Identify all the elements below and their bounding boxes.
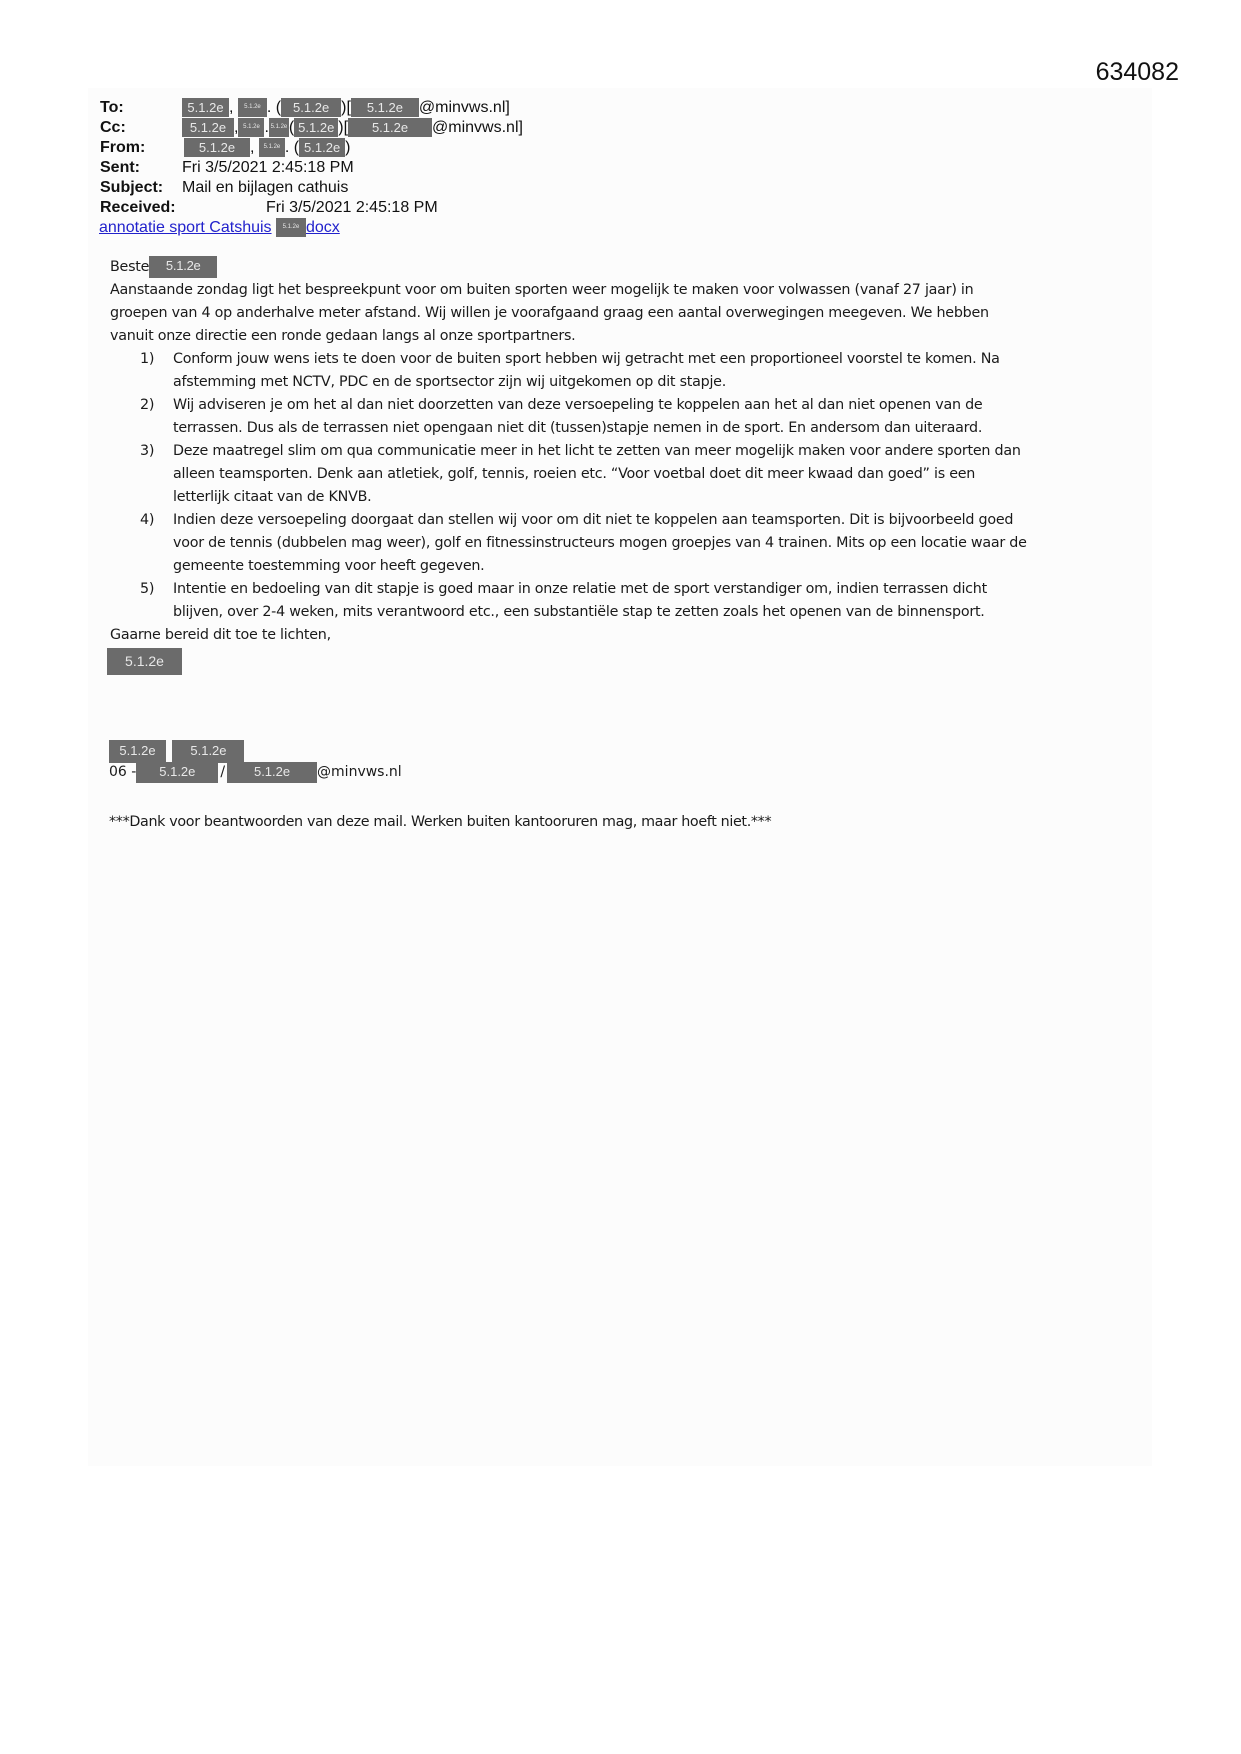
list-item bbox=[140, 440, 1130, 509]
list-line: Intentie en bedoeling van dit stapje is goed maar in onze relatie met de sport verstandiger om, indien terrassen dicht bbox=[173, 581, 987, 597]
redaction: 5.1.2e bbox=[182, 98, 229, 117]
redaction: 5.1.2e bbox=[269, 118, 289, 137]
redaction: 5.1.2e bbox=[109, 740, 166, 763]
sent-value: Fri 3/5/2021 2:45:18 PM bbox=[182, 159, 354, 176]
separator: ( bbox=[288, 119, 295, 136]
redaction: 5.1.2e bbox=[294, 118, 338, 137]
to-row bbox=[100, 98, 182, 118]
redaction: 5.1.2e bbox=[182, 118, 234, 137]
redaction: 5.1.2e bbox=[299, 138, 345, 157]
received-row bbox=[100, 198, 176, 218]
intro-line: groepen van 4 op anderhalve meter afstand. Wij willen je voorafgaand graag een aantal overwegingen meegeven. We hebben bbox=[110, 305, 989, 321]
list-line: afstemming met NCTV, PDC en de sportsector zijn wij uitgekomen op dit stapje. bbox=[173, 374, 727, 390]
sender-name-redacted bbox=[107, 648, 182, 675]
cc-domain: @minvws.nl] bbox=[432, 119, 523, 136]
received-value: Fri 3/5/2021 2:45:18 PM bbox=[266, 199, 438, 216]
list-item bbox=[140, 578, 1130, 624]
closing: Gaarne bereid dit toe te lichten, bbox=[110, 627, 331, 643]
list-number: 4) bbox=[140, 512, 155, 528]
intro-paragraph bbox=[110, 279, 1140, 348]
signature-contact bbox=[109, 762, 402, 783]
redaction: 5.1.2e bbox=[351, 98, 419, 117]
greeting bbox=[110, 256, 1140, 279]
list-item bbox=[140, 394, 1130, 440]
list-line: Indien deze versoepeling doorgaat dan stellen wij voor om dit niet te koppelen aan teamsporten. Dit is bijvoorbeeld goed bbox=[173, 512, 1014, 528]
signature-name bbox=[109, 740, 244, 763]
list-line: Deze maatregel slim om qua communicatie meer in het licht te zetten van meer mogelijk maken voor andere sporten dan bbox=[173, 443, 1021, 459]
separator: / bbox=[220, 764, 226, 780]
intro-line: Aanstaande zondag ligt het bespreekpunt voor om buiten sporten weer mogelijk te maken voor volwassen (vanaf 27 jaar) in bbox=[110, 282, 974, 298]
intro-line: vanuit onze directie een ronde gedaan langs al onze sportpartners. bbox=[110, 328, 576, 344]
sent-label: Sent: bbox=[100, 159, 140, 176]
list-line: Wij adviseren je om het al dan niet doorzetten van deze versoepeling te koppelen aan het al dan niet openen van de bbox=[173, 397, 983, 413]
separator: . ( bbox=[284, 139, 300, 156]
to-label: To: bbox=[100, 99, 124, 116]
subject-value: Mail en bijlagen cathuis bbox=[182, 179, 349, 196]
greeting-text: Beste bbox=[110, 259, 150, 275]
attachment-extension[interactable]: docx bbox=[306, 219, 340, 236]
list-number: 1) bbox=[140, 351, 155, 367]
attachment-link[interactable] bbox=[99, 218, 340, 238]
list-item bbox=[140, 348, 1130, 394]
cc-row bbox=[100, 118, 126, 138]
document-number: 634082 bbox=[1095, 58, 1179, 86]
from-label: From: bbox=[100, 139, 146, 156]
redaction: 5.1.2e bbox=[238, 98, 267, 117]
subject-label: Subject: bbox=[100, 179, 164, 196]
list-line: gemeente toestemming voor heeft gegeven. bbox=[173, 558, 485, 574]
redaction: 5.1.2e bbox=[172, 740, 244, 763]
redaction: 5.1.2e bbox=[227, 762, 317, 783]
separator: )[ bbox=[338, 119, 349, 136]
redaction: 5.1.2e bbox=[184, 138, 250, 157]
email-domain[interactable]: @minvws.nl bbox=[317, 764, 402, 780]
received-label: Received: bbox=[100, 199, 176, 216]
separator: , bbox=[229, 99, 234, 116]
redaction: 5.1.2e bbox=[281, 98, 341, 117]
redaction: 5.1.2e bbox=[348, 118, 432, 137]
list-number: 2) bbox=[140, 397, 155, 413]
redaction: 5.1.2e bbox=[149, 256, 217, 278]
footer-note: ***Dank voor beantwoorden van deze mail. Werken buiten kantooruren mag, maar hoeft niet.*** bbox=[109, 814, 772, 830]
subject-row bbox=[100, 178, 163, 198]
separator: . ( bbox=[266, 99, 282, 116]
redaction: 5.1.2e bbox=[259, 138, 285, 157]
separator: . bbox=[264, 119, 269, 136]
separator: )[ bbox=[341, 99, 351, 116]
separator: ) bbox=[345, 139, 351, 156]
list-line: alleen teamsporten. Denk aan atletiek, golf, tennis, roeien etc. “Voor voetbal doet dit meer kwaad dan goed” is een bbox=[173, 466, 976, 482]
list-line: Conform jouw wens iets te doen voor de buiten sport hebben wij getracht met een proportioneel voorstel te komen. Na bbox=[173, 351, 1000, 367]
list-number: 3) bbox=[140, 443, 155, 459]
list-item bbox=[140, 509, 1130, 578]
to-domain: @minvws.nl] bbox=[418, 99, 510, 116]
to-value bbox=[182, 98, 510, 118]
list-line: terrassen. Dus als de terrassen niet opengaan niet dit (tussen)stapje nemen in de sport. En andersom dan uiteraard. bbox=[173, 420, 983, 436]
separator: , bbox=[234, 119, 239, 136]
from-row bbox=[100, 138, 145, 158]
cc-value bbox=[182, 118, 523, 138]
list-number: 5) bbox=[140, 581, 155, 597]
cc-label: Cc: bbox=[100, 119, 126, 136]
sent-row bbox=[100, 158, 140, 178]
from-value bbox=[184, 138, 350, 158]
list-line: voor de tennis (dubbelen mag weer), golf en fitnessinstructeurs mogen groepjes van 4 trainen. Mits op een locatie waar de bbox=[173, 535, 1027, 551]
list-line: letterlijk citaat van de KNVB. bbox=[173, 489, 372, 505]
phone-prefix: 06 - bbox=[109, 764, 137, 780]
redaction: 5.1.2e bbox=[136, 762, 218, 783]
separator: , bbox=[250, 139, 255, 156]
redaction: 5.1.2e bbox=[107, 648, 182, 675]
attachment-name[interactable]: annotatie sport Catshuis bbox=[99, 219, 272, 236]
list-line: blijven, over 2-4 weken, mits verantwoord etc., een substantiële stap te zetten zoals het openen van de binnensport. bbox=[173, 604, 985, 620]
redaction: 5.1.2e bbox=[276, 218, 306, 237]
redaction: 5.1.2e bbox=[238, 118, 264, 137]
